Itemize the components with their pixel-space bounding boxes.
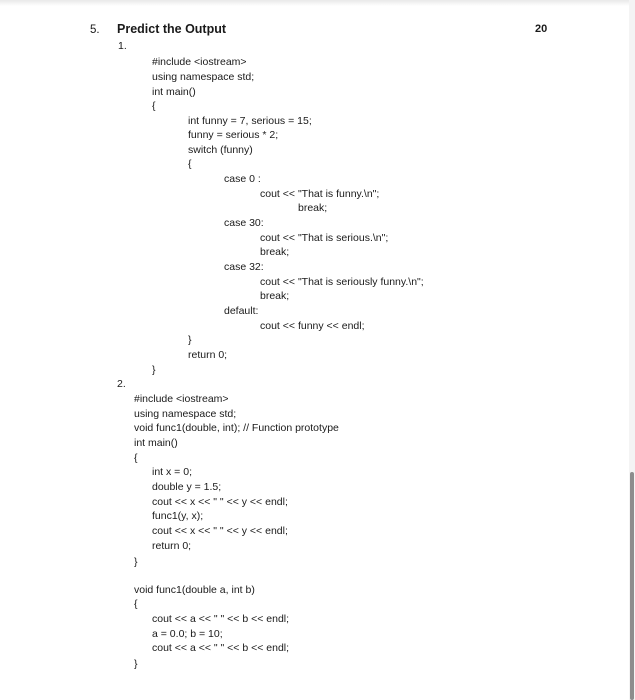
code-line: int x = 0; [152, 466, 192, 478]
code-line: break; [260, 290, 290, 302]
code-line: cout << funny << endl; [260, 320, 365, 332]
code-line: cout << x << " " << y << endl; [152, 496, 288, 508]
code-line: case 32: [224, 261, 264, 273]
code-line: cout << x << " " << y << endl; [152, 525, 288, 537]
scrollbar-track[interactable] [629, 0, 635, 700]
code-line: int main() [152, 86, 196, 98]
question-points: 20 [535, 23, 548, 35]
code-line: cout << "That is serious.\n"; [260, 232, 389, 244]
code-line: int main() [134, 437, 178, 449]
code-line: double y = 1.5; [152, 481, 222, 493]
question-number: 5. [90, 24, 100, 36]
scrollbar-thumb[interactable] [630, 472, 634, 700]
code-line: #include <iostream> [152, 56, 247, 68]
code-line: break; [298, 202, 328, 214]
code-line: cout << "That is funny.\n"; [260, 188, 380, 200]
top-edge-shadow [0, 0, 635, 6]
code-line: default: [224, 305, 259, 317]
code-line: using namespace std; [134, 408, 237, 420]
code-line: { [134, 598, 138, 610]
code-line: return 0; [152, 540, 192, 552]
code-line: break; [260, 246, 290, 258]
question-title: Predict the Output [117, 22, 227, 36]
code-line: } [152, 364, 156, 376]
code-line: { [152, 100, 156, 112]
code-line: return 0; [188, 349, 228, 361]
code-line: void func1(double, int); // Function prototype [134, 422, 339, 434]
code-line: #include <iostream> [134, 393, 229, 405]
part2-number: 2. [117, 378, 126, 390]
code-line: void func1(double a, int b) [134, 584, 255, 596]
code-line: a = 0.0; b = 10; [152, 628, 223, 640]
code-line: func1(y, x); [152, 510, 204, 522]
code-line: using namespace std; [152, 71, 255, 83]
code-line: switch (funny) [188, 144, 253, 156]
code-line: } [134, 556, 138, 568]
code-line: } [188, 334, 192, 346]
part1-number: 1. [118, 40, 127, 52]
code-line: case 0 : [224, 173, 261, 185]
code-line: cout << a << " " << b << endl; [152, 613, 290, 625]
code-line: case 30: [224, 217, 264, 229]
code-line: } [134, 658, 138, 670]
code-line: int funny = 7, serious = 15; [188, 115, 312, 127]
code-line: { [188, 158, 192, 170]
code-line: cout << "That is seriously funny.\n"; [260, 276, 424, 288]
code-line: cout << a << " " << b << endl; [152, 642, 290, 654]
code-line: { [134, 452, 138, 464]
code-line: funny = serious * 2; [188, 129, 279, 141]
